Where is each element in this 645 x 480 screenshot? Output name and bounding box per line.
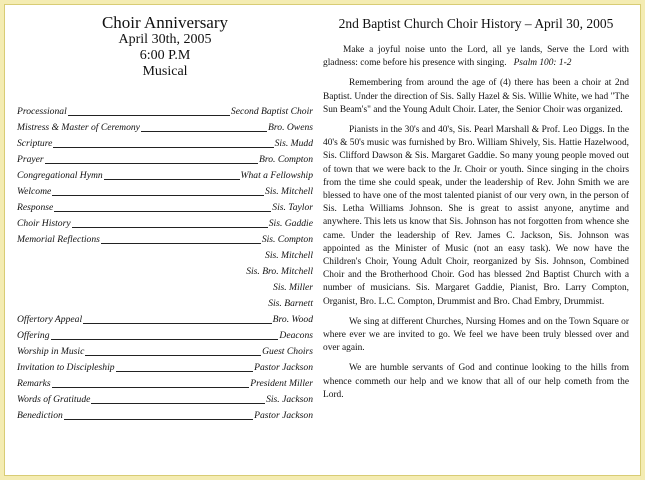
program-row bbox=[17, 167, 313, 183]
program-item: Worship in Music bbox=[17, 346, 85, 357]
program-participant: Sis. Jackson bbox=[266, 394, 313, 405]
program-row bbox=[17, 103, 313, 119]
program-item: Offertory Appeal bbox=[17, 314, 83, 325]
leader-line bbox=[53, 147, 273, 148]
program-participant: Sis. Taylor bbox=[272, 202, 313, 213]
program-participant: Bro. Owens bbox=[268, 122, 313, 133]
program-row bbox=[17, 311, 313, 327]
program-participant: Sis. Gaddie bbox=[268, 218, 313, 229]
leader-line bbox=[68, 115, 230, 116]
program-list bbox=[17, 103, 313, 423]
program-row bbox=[17, 247, 313, 263]
history-paragraph: Pianists in the 30's and 40's, Sis. Pearl Marshall & Prof. Leo Diggs. In the 40's & 50's music was furnished by Bro. William Shively, Sis. Hattie Hazelwood, Sis. Clifford Dawson & Sis. Margaret Gaddie. So many young people moved out of town that we were back to the Jr. Choir or youth. Since singing in the choirs from the time she could speak, under the leadership of Rev. John Smith we are blessed to have one of the most talented pianist of our very own, in the person of Sis. Letha Williams Johnson. She is great to assist anyone, anytime and anywhere. This lets us know that Sis. Johnson has not forgotten from whence she came. Under the leadership of Rev. James C. Jackson, Sis. Johnson was appointed as the Minister of Music (not an easy task). We now have the Children's Choir, Young Adult Choir, reorganized by Sis. Johnson, Combined Choir and the Brotherhood Choir. God has blessed 2nd Baptist Church with a number of musicians. Sis. Margaret Gaddie, Pianist, Bro. Larry Compton, Organist, Bro. L.C. Compton, Drummist and Bro. Chad Embry, Drummist. bbox=[323, 125, 629, 307]
program-header bbox=[17, 13, 313, 80]
program-item: Memorial Reflections bbox=[17, 234, 100, 245]
program-page bbox=[4, 4, 641, 476]
leader-line bbox=[83, 323, 272, 324]
program-participant: Bro. Compton bbox=[258, 154, 313, 165]
program-row bbox=[17, 327, 313, 343]
program-participant: Sis. Compton bbox=[261, 234, 313, 245]
leader-line bbox=[91, 403, 265, 404]
program-item: Welcome bbox=[17, 186, 52, 197]
leader-line bbox=[52, 195, 264, 196]
history-paragraph: We sing at different Churches, Nursing Homes and on the Town Square or where ever we are invited to go. We feel we have been truly blessed over and over again. bbox=[323, 316, 629, 354]
program-item: Offering bbox=[17, 330, 50, 341]
program-row bbox=[17, 375, 313, 391]
leader-line bbox=[54, 211, 271, 212]
program-row bbox=[17, 215, 313, 231]
program-participant: President Miller bbox=[250, 378, 313, 389]
program-participant: Sis. Mitchell bbox=[265, 186, 313, 197]
program-participant: Sis. Miller bbox=[273, 282, 313, 293]
program-title: Choir Anniversary bbox=[101, 13, 229, 32]
program-item: Response bbox=[17, 202, 54, 213]
history-paragraph: We are humble servants of God and continue looking to the hills from whence commeth our help and we know that all of our help cometh from the Lord. bbox=[323, 363, 629, 400]
program-row bbox=[17, 391, 313, 407]
program-participant: Sis. Mitchell bbox=[265, 250, 313, 261]
leader-line bbox=[52, 387, 250, 388]
program-row bbox=[17, 295, 313, 311]
program-panel bbox=[17, 13, 313, 421]
leader-line bbox=[85, 355, 261, 356]
program-row bbox=[17, 359, 313, 375]
history-panel bbox=[323, 16, 629, 409]
program-row bbox=[17, 151, 313, 167]
leader-line bbox=[116, 371, 254, 372]
program-participant: Sis. Bro. Mitchell bbox=[246, 266, 313, 277]
leader-line bbox=[141, 131, 267, 132]
program-participant: Guest Choirs bbox=[262, 346, 313, 357]
history-title: 2nd Baptist Church Choir History – April 30, 2005 bbox=[338, 16, 614, 31]
program-participant: Sis. Mudd bbox=[274, 138, 313, 149]
program-row bbox=[17, 279, 313, 295]
leader-line bbox=[72, 227, 268, 228]
program-row bbox=[17, 407, 313, 423]
leader-line bbox=[51, 339, 279, 340]
program-row bbox=[17, 135, 313, 151]
program-item: Mistress & Master of Ceremony bbox=[17, 122, 140, 133]
program-row bbox=[17, 343, 313, 359]
history-intro-text: Make a joyful noise unto the Lord, all ye lands, Serve the Lord with gladness: come before his presence with singing. bbox=[323, 45, 629, 69]
program-row bbox=[17, 263, 313, 279]
program-item: Processional bbox=[17, 106, 67, 117]
program-time: 6:00 P.M bbox=[139, 48, 191, 63]
program-participant: What a Fellowship bbox=[240, 170, 313, 181]
program-participant: Bro. Wood bbox=[272, 314, 313, 325]
program-participant: Second Baptist Choir bbox=[230, 106, 313, 117]
program-row bbox=[17, 183, 313, 199]
history-intro bbox=[323, 44, 629, 70]
leader-line bbox=[101, 243, 261, 244]
program-item: Prayer bbox=[17, 154, 44, 165]
program-item: Benediction bbox=[17, 410, 63, 421]
leader-line bbox=[64, 419, 253, 420]
program-item: Congregational Hymn bbox=[17, 170, 103, 181]
program-participant: Pastor Jackson bbox=[254, 410, 313, 421]
history-paragraph: Remembering from around the age of (4) there has been a choir at 2nd Baptist. Under the direction of Sis. Sally Hazel & Sis. Willie White, we had "The Sun Beam's" and the Young Adult Choir. Later, the Senior Choir was organized. bbox=[323, 78, 629, 115]
history-citation: Psalm 100: 1-2 bbox=[513, 58, 572, 69]
program-participant: Sis. Barnett bbox=[268, 298, 313, 309]
program-item: Remarks bbox=[17, 378, 51, 389]
leader-line bbox=[45, 163, 258, 164]
program-row bbox=[17, 199, 313, 215]
program-participant: Pastor Jackson bbox=[254, 362, 313, 373]
program-row bbox=[17, 119, 313, 135]
program-type: Musical bbox=[142, 64, 188, 79]
program-row bbox=[17, 231, 313, 247]
program-item: Invitation to Discipleship bbox=[17, 362, 115, 373]
program-date: April 30th, 2005 bbox=[118, 32, 212, 47]
program-item: Words of Gratitude bbox=[17, 394, 91, 405]
leader-line bbox=[104, 179, 240, 180]
program-participant: Deacons bbox=[279, 330, 313, 341]
program-item: Choir History bbox=[17, 218, 71, 229]
program-item: Scripture bbox=[17, 138, 53, 149]
